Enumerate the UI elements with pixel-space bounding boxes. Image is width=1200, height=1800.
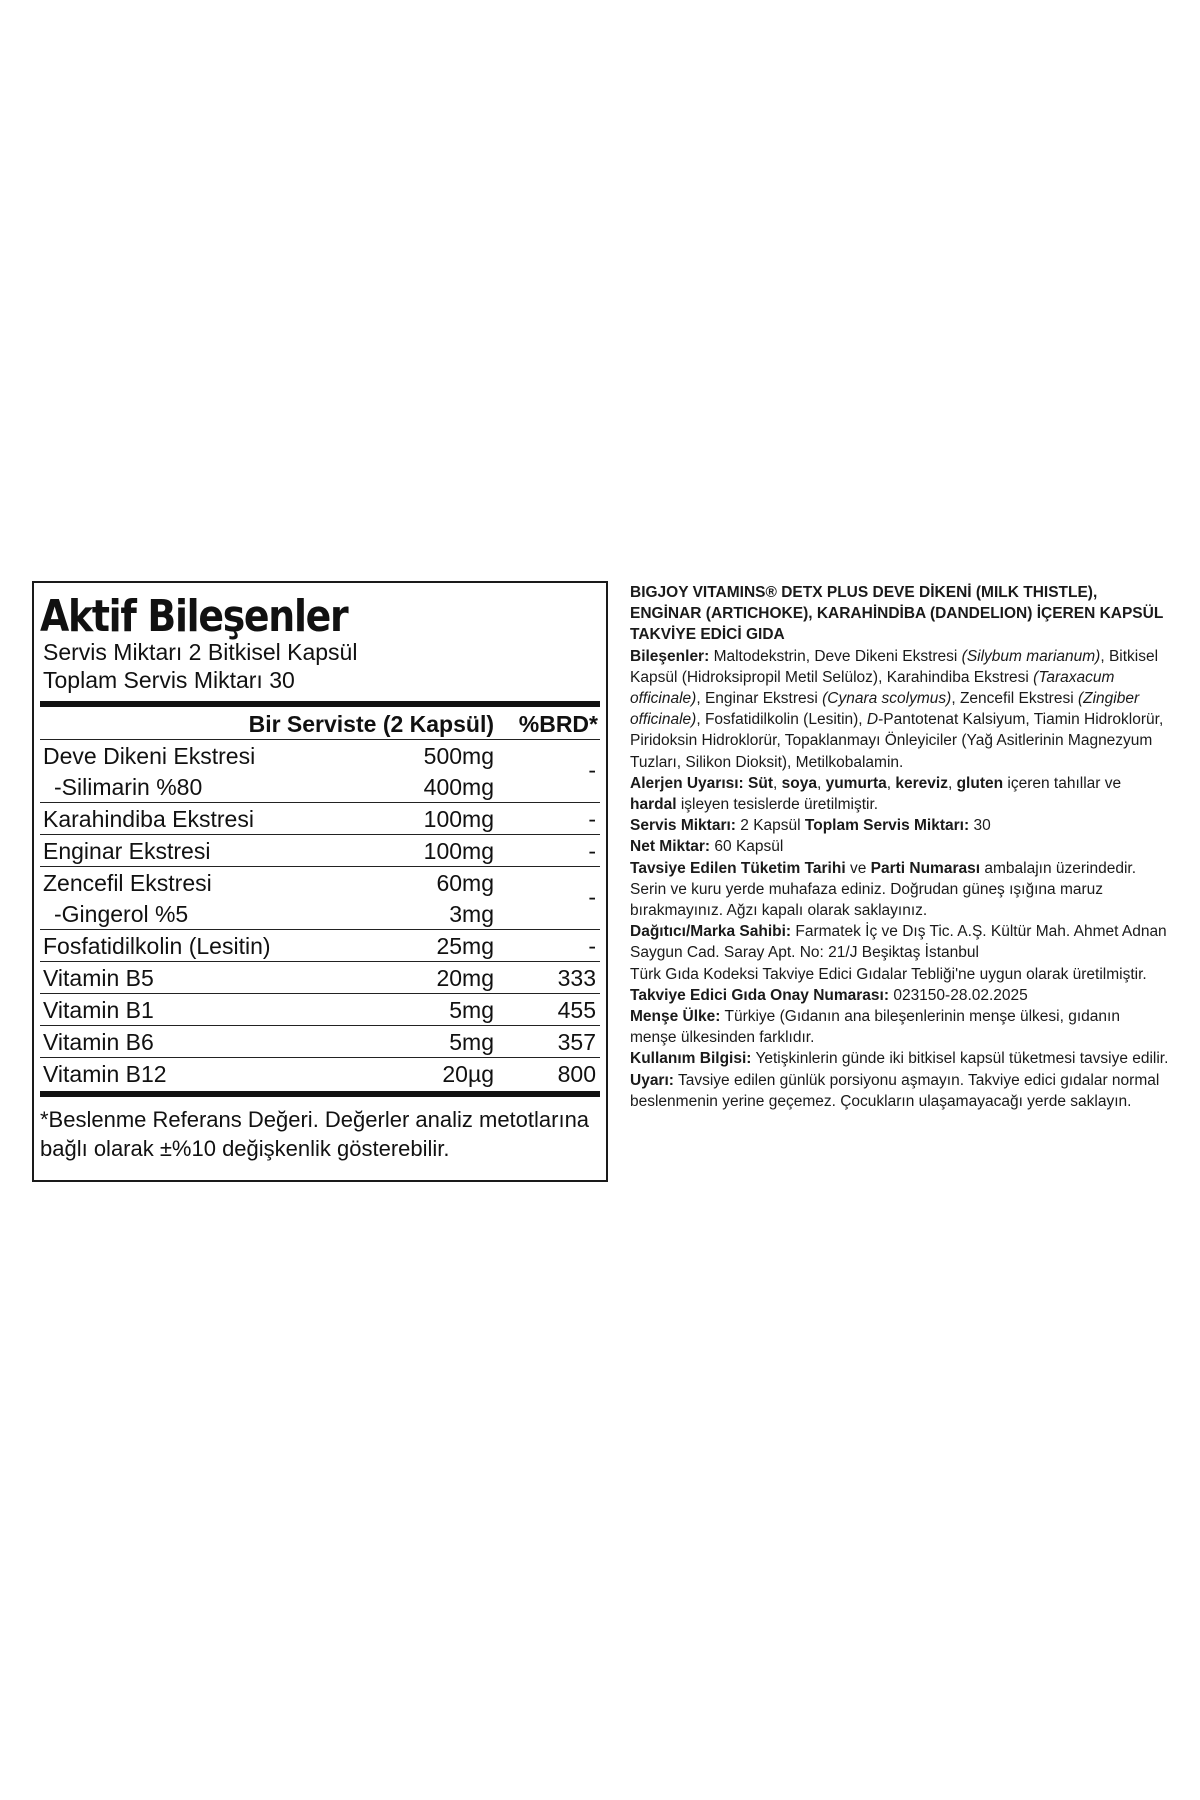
codex-note: Türk Gıda Kodeksi Takviye Edici Gıdalar Tebliği'ne uygun olarak üretilmiştir. [630, 965, 1147, 983]
panel-title: Aktif Bileşenler [40, 591, 348, 642]
origin-country: Menşe Ülke: Türkiye (Gıdanın ana bileşenlerinin menşe ülkesi, gıdanın menşe ülkesinden farklıdır. [630, 1008, 1120, 1047]
allergen-warning: Alerjen Uyarısı: Süt, soya, yumurta, kereviz, gluten içeren tahıllar ve hardal işleyen tesislerde üretilmiştir. [630, 774, 1122, 814]
serving-info: Servis Miktarı: 2 Kapsül Toplam Servis Miktarı: 30 [630, 817, 991, 835]
ingredient-amount: 60mg [436, 870, 494, 896]
ingredient-amount: 5mg [449, 1029, 494, 1055]
sub-ingredient-name: -Gingerol %5 [54, 901, 189, 927]
table-row [40, 834, 600, 866]
ingredient-brd: - [588, 838, 596, 864]
ingredient-amount: 100mg [423, 838, 494, 864]
table-row-line [40, 740, 600, 771]
table-row-line [40, 930, 600, 961]
table-row-line [40, 1058, 600, 1089]
sub-ingredient-name: -Silimarin %80 [54, 774, 203, 800]
ingredient-amount: 500mg [423, 743, 494, 769]
col-amount-header: Bir Serviste (2 Kapsül) [248, 711, 494, 737]
table-row-line [40, 994, 600, 1025]
ingredient-name: Vitamin B12 [43, 1061, 167, 1087]
ingredient-amount: 25mg [436, 933, 494, 959]
ingredient-name: Zencefil Ekstresi [43, 870, 212, 896]
table-row-line [40, 898, 600, 929]
table-row [40, 1057, 600, 1089]
usage-info: Kullanım Bilgisi: Yetişkinlerin günde iki bitkisel kapsül tüketmesi tavsiye edilir. [630, 1050, 1169, 1068]
ingredient-table [40, 739, 600, 1089]
table-row-line [40, 771, 600, 802]
ingredient-name: Vitamin B6 [43, 1029, 154, 1055]
table-row-line [40, 1026, 600, 1057]
approval-number: Takviye Edici Gıda Onay Numarası: 023150-28.02.2025 [630, 986, 1028, 1004]
column-header [40, 707, 600, 739]
table-row [40, 1025, 600, 1057]
servings-total: Toplam Servis Miktarı 30 [43, 667, 295, 693]
ingredient-brd: 455 [557, 997, 596, 1023]
ingredient-name: Deve Dikeni Ekstresi [43, 743, 256, 769]
serving-size: Servis Miktarı 2 Bitkisel Kapsül [43, 639, 358, 665]
storage-info: Tavsiye Edilen Tüketim Tarihi ve Parti Numarası ambalajın üzerindedir. Serin ve kuru yerde muhafaza ediniz. Doğrudan güneş ışığına maruz bırakmayınız. Ağzı kapalı olarak saklayınız. [630, 859, 1137, 920]
active-ingredients-panel [32, 581, 608, 1182]
table-row [40, 739, 600, 802]
table-row [40, 993, 600, 1025]
ingredient-brd: - [588, 757, 596, 783]
ingredient-brd: - [588, 933, 596, 959]
ingredient-name: Fosfatidilkolin (Lesitin) [43, 933, 271, 959]
ingredient-brd: - [588, 806, 596, 832]
table-row-line [40, 867, 600, 898]
ingredient-brd: 800 [557, 1061, 596, 1087]
table-row [40, 961, 600, 993]
ingredient-name: Vitamin B1 [43, 997, 154, 1023]
table-row [40, 802, 600, 834]
ingredient-amount: 20µg [442, 1061, 494, 1087]
thick-rule-bottom [40, 1091, 600, 1097]
warning-info: Uyarı: Tavsiye edilen günlük porsiyonu aşmayın. Takviye edici gıdalar normal beslenmenin yerine geçemez. Çocukların ulaşamayacağı yerde saklayın. [630, 1071, 1160, 1110]
ingredient-brd: 357 [557, 1029, 596, 1055]
ingredient-name: Karahindiba Ekstresi [43, 806, 254, 832]
ingredient-brd: 333 [557, 965, 596, 991]
table-row-line [40, 962, 600, 993]
distributor-info: Dağıtıcı/Marka Sahibi: Farmatek İç ve Dış Tic. A.Ş. Kültür Mah. Ahmet Adnan Saygun Cad. Saray Apt. No: 21/J Beşiktaş İstanbul [630, 923, 1167, 962]
product-info [630, 582, 1170, 1112]
ingredient-name: Vitamin B5 [43, 965, 154, 991]
table-row [40, 929, 600, 961]
ingredient-amount: 100mg [423, 806, 494, 832]
product-title: BIGJOY VITAMINS® DETX PLUS DEVE DİKENİ (MILK THISTLE), ENGİNAR (ARTICHOKE), KARAHİNDİBA (DANDELION) İÇEREN KAPSÜL TAKVİYE EDİCİ GIDA [630, 584, 1164, 644]
col-brd-header: %BRD* [518, 711, 598, 737]
net-quantity: Net Miktar: 60 Kapsül [630, 838, 784, 856]
ingredient-name: Enginar Ekstresi [43, 838, 211, 864]
ingredient-amount: 5mg [449, 997, 494, 1023]
ingredient-amount: 3mg [449, 901, 494, 927]
ingredients-text: Bileşenler: Maltodekstrin, Deve Dikeni Ekstresi (Silybum marianum), Bitkisel Kapsül (Hidroksipropil Metil Selüloz), Karahindiba Ekstresi (Taraxacum officinale), Enginar Ekstresi (Cynara scolymus), Zencefil Ekstresi (Zingiber officinale), Fosfatidilkolin (Lesitin), D-Pantotenat Kalsiyum, Tiamin Hidroklorür, Piridoksin Hidroklorür, Topaklanmayı Önleyiciler (Yağ Asitlerinin Magnezyum Tuzları, Silikon Dioksit), Metilkobalamin. [630, 647, 1164, 771]
table-row [40, 866, 600, 929]
ingredient-amount: 20mg [436, 965, 494, 991]
table-row-line [40, 835, 600, 866]
table-row-line [40, 803, 600, 834]
ingredient-amount: 400mg [423, 774, 494, 800]
footnote: *Beslenme Referans Değeri. Değerler analiz metotlarına bağlı olarak ±%10 değişkenlik gösterebilir. [40, 1107, 590, 1161]
ingredient-brd: - [588, 884, 596, 910]
